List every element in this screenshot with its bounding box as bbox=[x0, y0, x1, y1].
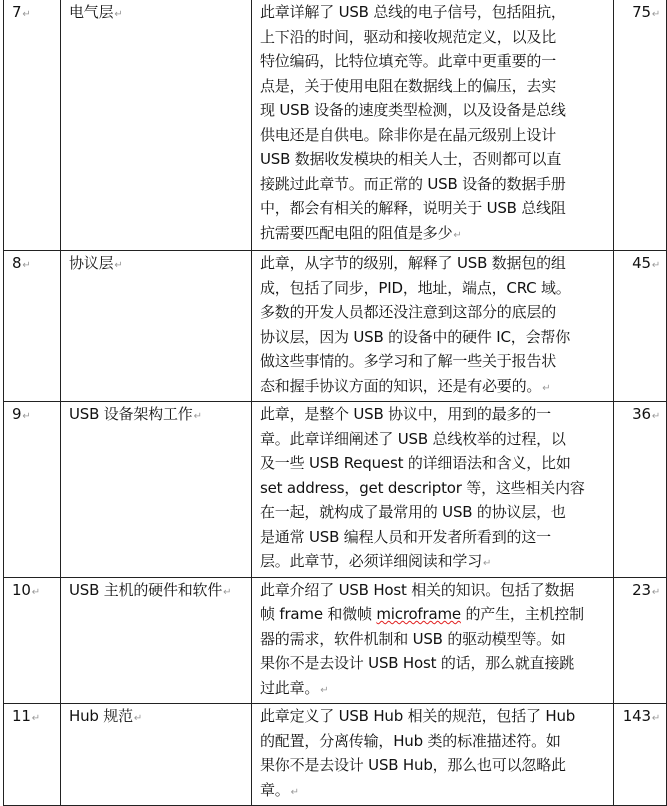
description-line: 此章，是整个 USB 协议中，用到的最多的一 bbox=[260, 405, 551, 423]
description-line: 过此章。 ↵ bbox=[260, 676, 613, 704]
description-cell bbox=[252, 704, 614, 806]
chapter-title: 协议层 ↵ bbox=[69, 251, 251, 279]
description-line: 此章，从字节的级别，解释了 USB 数据包的组 bbox=[260, 254, 566, 272]
table-row bbox=[4, 402, 667, 578]
description-line: 态和握手协议方面的知识，还是有必要的。 ↵ bbox=[260, 374, 613, 402]
description-line: 中，都会有相关的解释，说明关于 USB 总线阻 bbox=[260, 199, 566, 217]
page-count: 143 ↵ bbox=[614, 704, 660, 732]
chapter-number-cell bbox=[4, 251, 61, 402]
description-line: 及一些 USB Request 的详细语法和含义，比如 bbox=[260, 454, 571, 472]
chapter-title-cell bbox=[61, 704, 252, 806]
description-line: 点是，关于使用电阻在数据线上的偏压，去实 bbox=[260, 76, 557, 95]
description-cell bbox=[252, 577, 614, 704]
page-count-cell bbox=[614, 251, 667, 402]
chapter-number-cell bbox=[4, 402, 61, 578]
description-line: 章。此章详细阐述了 USB 总线枚举的过程，以 bbox=[260, 429, 566, 448]
chapter-title-cell bbox=[61, 577, 252, 704]
description-line: 此章介绍了 USB Host 相关的知识。包括了数据 bbox=[260, 580, 575, 599]
chapter-number-cell bbox=[4, 577, 61, 704]
chapter-title-cell bbox=[61, 0, 252, 251]
description-line: 现 USB 设备的速度类型检测，以及设备是总线 bbox=[260, 101, 566, 119]
page-count: 36 ↵ bbox=[614, 402, 660, 430]
chapter-number: 10 ↵ bbox=[12, 578, 60, 606]
table-row bbox=[4, 577, 667, 704]
chapter-title-cell bbox=[61, 251, 252, 402]
description-line: 成，包括了同步，PID，地址，端点，CRC 域。 bbox=[260, 278, 571, 297]
chapter-table bbox=[3, 0, 667, 806]
description-cell bbox=[252, 0, 614, 251]
description-line: set address，get descriptor 等，这些相关内容 bbox=[260, 478, 585, 497]
table-row bbox=[4, 704, 667, 806]
page-count-cell bbox=[614, 577, 667, 704]
description-cell bbox=[252, 402, 614, 578]
description-line: 器的需求，软件机制和 USB 的驱动模型等。如 bbox=[260, 629, 566, 648]
spellcheck-word: microframe bbox=[376, 605, 461, 623]
chapter-number-cell bbox=[4, 704, 61, 806]
description-line: 帧 frame 和微帧 microframe 的产生，主机控制 bbox=[260, 605, 584, 623]
page-count-cell bbox=[614, 402, 667, 578]
description-line: 上下沿的时间，驱动和接收规范定义，以及比 bbox=[260, 27, 557, 46]
description-line: 做这些事情的。多学习和了解一些关于报告状 bbox=[260, 352, 557, 370]
description-line: 的配置，分离传输，Hub 类的标准描述符。如 bbox=[260, 731, 561, 750]
chapter-number: 11 ↵ bbox=[12, 704, 60, 732]
description-line: 章。 ↵ bbox=[260, 778, 613, 806]
description-line: 多数的开发人员都还没注意到这部分的底层的 bbox=[260, 303, 557, 321]
description-line: 特位编码，比特位填充等。此章中更重要的一 bbox=[260, 52, 557, 70]
page-count: 75 ↵ bbox=[614, 0, 660, 28]
page-count: 23 ↵ bbox=[614, 578, 660, 606]
description-cell bbox=[252, 251, 614, 402]
chapter-title: 电气层 ↵ bbox=[69, 0, 251, 28]
description-line: 此章详解了 USB 总线的电子信号，包括阻抗， bbox=[260, 3, 566, 21]
chapter-number: 9 ↵ bbox=[12, 402, 60, 430]
table-row bbox=[4, 251, 667, 402]
chapter-number: 7 ↵ bbox=[12, 0, 60, 28]
page-count-cell bbox=[614, 0, 667, 251]
description-line: 此章定义了 USB Hub 相关的规范，包括了 Hub bbox=[260, 707, 576, 725]
table-row bbox=[4, 0, 667, 251]
description-line: 果你不是去设计 USB Hub，那么也可以忽略此 bbox=[260, 756, 566, 774]
chapter-title: USB 主机的硬件和软件 ↵ bbox=[69, 578, 251, 606]
page-count: 45 ↵ bbox=[614, 251, 660, 279]
chapter-title: USB 设备架构工作 ↵ bbox=[69, 402, 251, 430]
description-line: 协议层，因为 USB 的设备中的硬件 IC，会帮你 bbox=[260, 327, 570, 346]
page-count-cell bbox=[614, 704, 667, 806]
description-line: 接跳过此章节。而正常的 USB 设备的数据手册 bbox=[260, 174, 566, 193]
description-line: USB 数据收发模块的相关人士，否则都可以直 bbox=[260, 150, 562, 168]
chapter-title-cell bbox=[61, 402, 252, 578]
description-line: 在一起，就构成了最常用的 USB 的协议层，也 bbox=[260, 503, 566, 521]
description-line: 供电还是自供电。除非你是在晶元级别上设计 bbox=[260, 125, 557, 144]
chapter-number: 8 ↵ bbox=[12, 251, 60, 279]
chapter-title: Hub 规范 ↵ bbox=[69, 704, 251, 732]
description-line: 层。此章节，必须详细阅读和学习 ↵ bbox=[260, 549, 613, 577]
description-line: 是通常 USB 编程人员和开发者所看到的这一 bbox=[260, 527, 551, 546]
chapter-number-cell bbox=[4, 0, 61, 251]
description-line: 果你不是去设计 USB Host 的话，那么就直接跳 bbox=[260, 654, 575, 672]
description-line: 抗需要匹配电阻的阻值是多少 ↵ bbox=[260, 221, 613, 249]
